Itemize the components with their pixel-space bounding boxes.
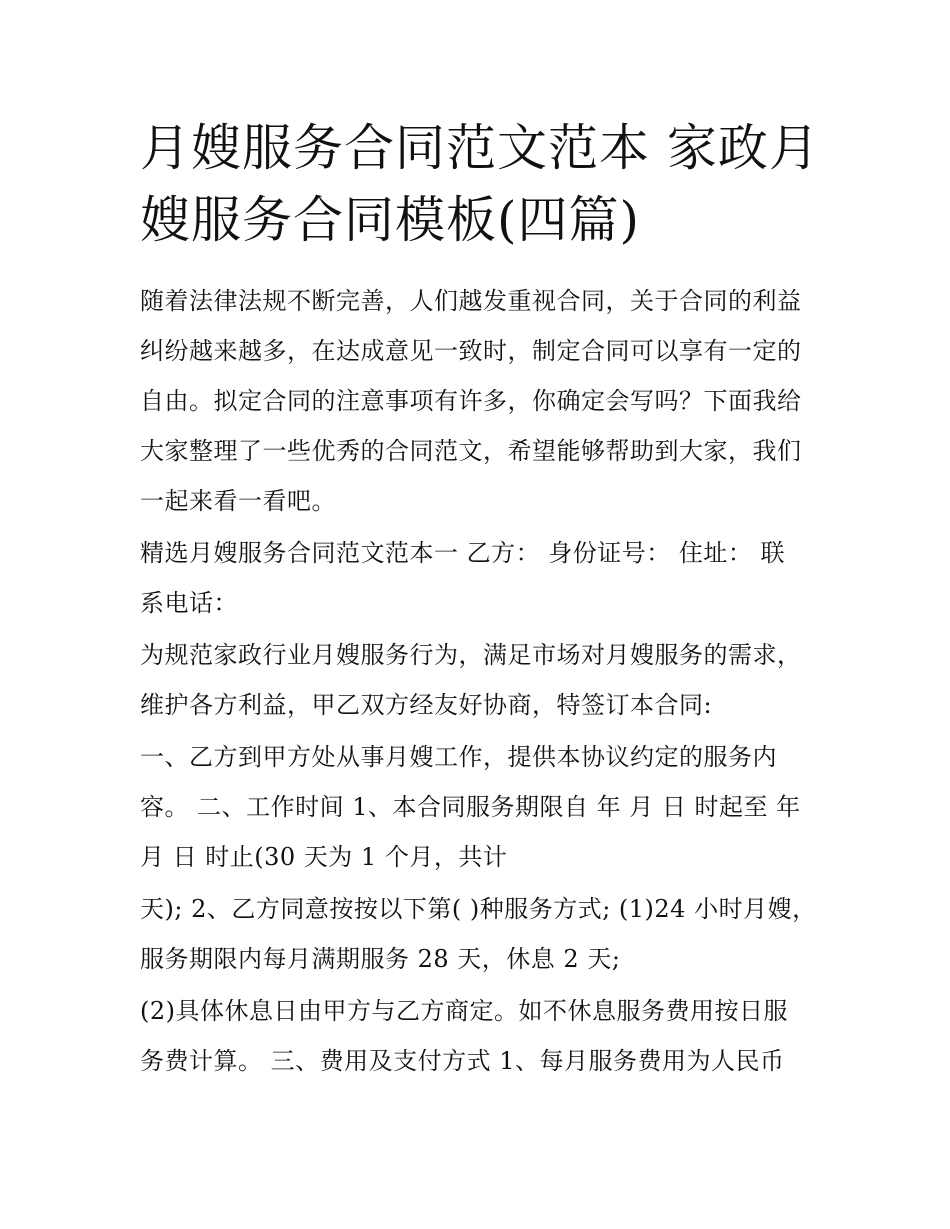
body-line: (2)具体休息日由甲方与乙方商定。如不休息服务费用按日服	[140, 997, 788, 1025]
body-line: 维护各方利益，甲乙双方经友好协商，特签订本合同:	[140, 691, 713, 719]
body-line: 务费计算。 三、费用及支付方式 1、每月服务费用为人民币	[140, 1047, 785, 1075]
body-line: 为规范家政行业月嫂服务行为，满足市场对月嫂服务的需求，	[140, 641, 802, 669]
body-line: 服务期限内每月满期服务 28 天，休息 2 天;	[140, 945, 621, 973]
body-line: 天); 2、乙方同意按按以下第( )种服务方式; (1)24 小时月嫂，	[140, 895, 817, 923]
body-line: 系电话：	[140, 589, 238, 617]
title-line-2: 嫂服务合同模板(四篇)	[140, 191, 641, 249]
body-line: 容。 二、工作时间 1、本合同服务期限自 年 月 日 时起至 年	[140, 793, 801, 821]
body-line: 一起来看一看吧。	[140, 487, 336, 515]
body-line: 自由。拟定合同的注意事项有许多，你确定会写吗？下面我给	[140, 387, 802, 415]
body-line: 大家整理了一些优秀的合同范文，希望能够帮助到大家，我们	[140, 437, 802, 465]
body-line: 精选月嫂服务合同范文范本一 乙方： 身份证号： 住址： 联	[140, 539, 786, 567]
body-line: 月 日 时止(30 天为 1 个月，共计	[140, 843, 508, 871]
body-line: 一、乙方到甲方处从事月嫂工作，提供本协议约定的服务内	[140, 743, 777, 771]
body-line: 纠纷越来越多，在达成意见一致时，制定合同可以享有一定的	[140, 337, 802, 365]
title-line-1: 月嫂服务合同范文范本 家政月	[140, 119, 820, 177]
document-title	[140, 112, 830, 256]
body-line: 随着法律法规不断完善，人们越发重视合同，关于合同的利益	[140, 287, 802, 315]
